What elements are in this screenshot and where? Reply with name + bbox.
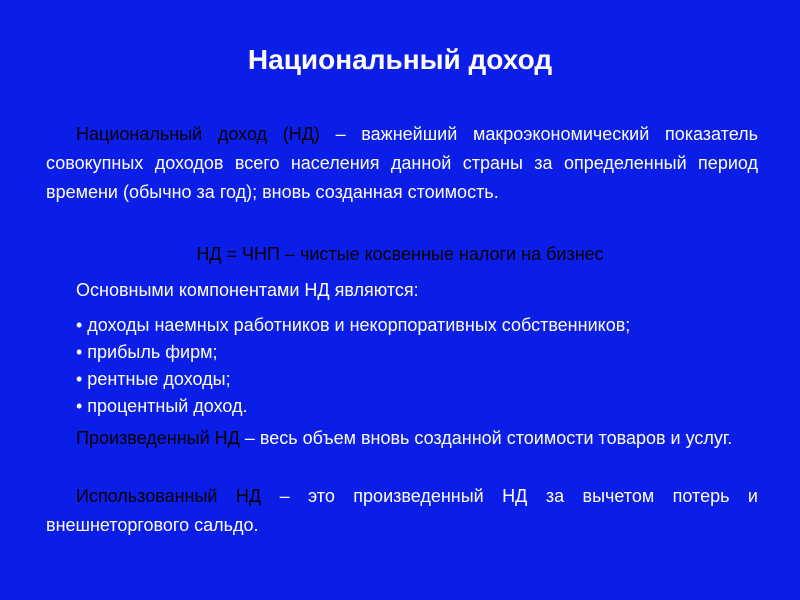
components-list: [76, 312, 630, 420]
formula: НД = ЧНП – чистые косвенные налоги на бизнес: [196, 244, 604, 264]
produced-text: – весь объем вновь созданной стоимости товаров и услуг.: [239, 428, 733, 448]
definition-paragraph: [46, 120, 758, 207]
definition-text: – важнейший макроэкономический показатель совокупных доходов всего населения данной страны за определенный период времени (обычно за год); вновь созданная стоимость.: [46, 124, 758, 202]
used-text: – это произведенный НД за вычетом потерь и внешнеторгового сальдо.: [46, 486, 758, 535]
slide-title: Национальный доход: [247, 44, 553, 75]
used-paragraph: [46, 482, 758, 540]
components-intro: Основными компонентами НД являются:: [76, 280, 419, 300]
list-item: • доходы наемных работников и некорпоративных собственников;: [76, 315, 631, 335]
definition-term: Национальный доход (НД): [76, 124, 320, 144]
list-item: • процентный доход.: [76, 396, 248, 416]
list-item: • рентные доходы;: [76, 369, 231, 389]
produced-paragraph: [46, 424, 758, 453]
used-term: Использованный НД: [76, 486, 262, 506]
produced-term: Произведенный НД: [76, 428, 240, 448]
list-item: • прибыль фирм;: [76, 342, 218, 362]
